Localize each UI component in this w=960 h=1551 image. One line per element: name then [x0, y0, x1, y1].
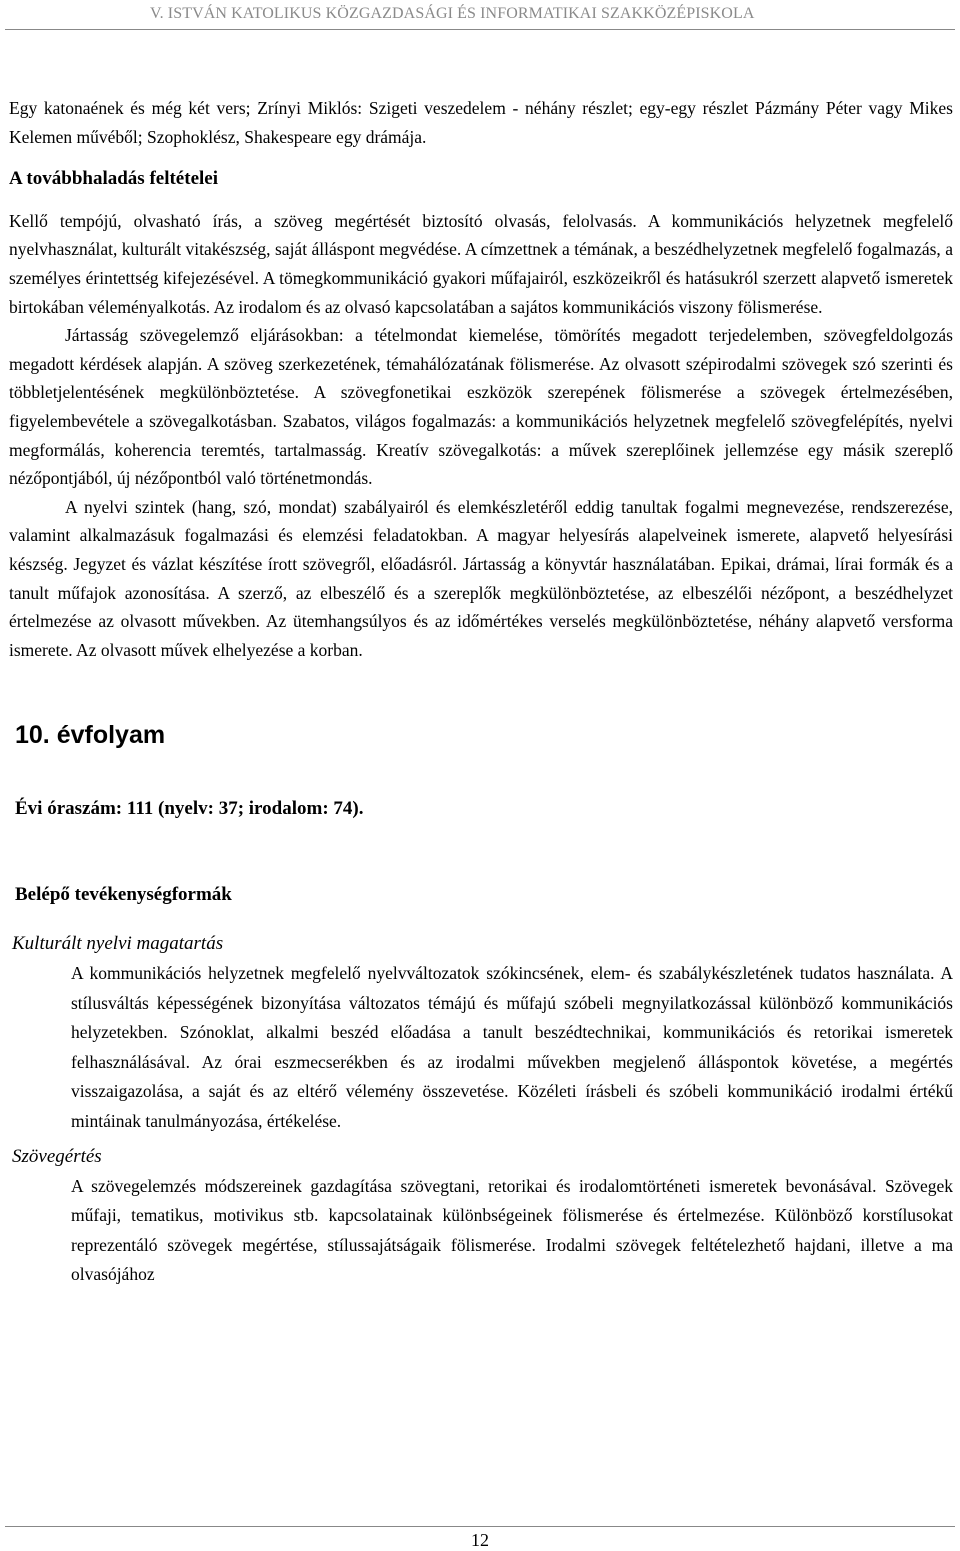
advancement-paragraph-3: A nyelvi szintek (hang, szó, mondat) szabályairól és elemkészletéről eddig tanultak fogalmi megnevezése, rendszerezése, valamint alkalmazásuk fogalmazási és elemzési feladatokban. A magyar helyesírás alapelveinek ismerete, alapvető helyesírási készség. Jegyzet és vázlat készítése írott szövegről, előadásról. Jártasság a könyvtár használatában. Epikai, drámai, lírai formák és a tanult műfajok azonosítása. A szerző, az elbeszélő és a szereplők megkülönböztetése, az elbeszélői nézőpont, a beszédhelyzet értelmezése az olvasott művekben. Az ütemhangsúlyos és az időmértékes verselés megkülönböztetése, néhány alapvető versforma ismerete. Az olvasott művek elhelyezése a korban. — [9, 496, 953, 660]
advancement-paragraph-1: Kellő tempójú, olvasható írás, a szöveg megértését biztosító olvasás, felolvasás. A kommunikációs helyzetnek megfelelő nyelvhasználat, kulturált vitakészség, saját álláspont megvédése. A címzettnek a témának, a beszédhelyzetnek megfelelő fogalmazás, a személyes érintettség kifejezésével. A tömegkommunikáció gyakori műfajairól, eszközeikről és hatásukról szerzett alapvető ismeretek birtokában véleményalkotás. Az irodalom és az olvasó kapcsolatában a sajátos kommunikációs viszony fölismerése. — [9, 210, 953, 317]
intro-paragraph: Egy katonaének és még két vers; Zrínyi Miklós: Szigeti veszedelem - néhány részlet; egy-egy részlet Pázmány Péter vagy Mikes Kelemen művéből; Szophoklész, Shakespeare egy drámája. — [9, 98, 953, 147]
footer-divider — [5, 1526, 955, 1527]
grade-title: 10. évfolyam — [15, 721, 166, 750]
advancement-title: A továbbhaladás feltételei — [9, 168, 218, 190]
school-name: V. ISTVÁN KATOLIKUS KÖZGAZDASÁGI ÉS INFORMATIKAI SZAKKÖZÉPISKOLA — [150, 5, 755, 22]
section-text-cultured-language: A kommunikációs helyzetnek megfelelő nyelvváltozatok szókincsének, elem- és szabálykészletének tudatos használata. A stílusváltás képességének bizonyítása változatos témájú és műfajú szóbeli megnyilatkozással különböző kommunikációs helyzetekben. Szónoklat, alkalmi beszéd előadása a tanult beszédtechnikai, kommunikációs és retorikai ismeretek felhasználásával. Az órai eszmecserékben és az irodalmi művekben megjelenő álláspontok követése, a megértés visszaigazolása, a saját és az eltérő vélemény összevetése. Közéleti írásbeli és szóbeli kommunikáció irodalmi értékű mintáinak tanulmányozása, értékelése. — [71, 963, 953, 1131]
page-header — [0, 0, 960, 30]
section-title-cultured-language: Kulturált nyelvi magatartás — [12, 933, 224, 955]
entry-activities-title: Belépő tevékenységformák — [15, 883, 232, 905]
section-text-text-comprehension: A szövegelemzés módszereinek gazdagítása szövegtani, retorikai és irodalomtörténeti ismeretek bevonásával. Szövegek műfaji, tematikus, motivikus stb. kapcsolatainak különbségeinek fölismerése és értelmezése. Különböző korstílusokat reprezentáló szövegek megértése, stílussajátságaik fölismerése. Irodalmi szövegek feltételezhető hajdani, illetve a ma olvasójához — [71, 1175, 953, 1285]
section-title-text-comprehension: Szövegértés — [12, 1145, 102, 1167]
header-divider — [5, 29, 955, 30]
annual-hours: Évi óraszám: 111 (nyelv: 37; irodalom: 74). — [15, 798, 364, 820]
document-body — [9, 94, 953, 1290]
page-number: 12 — [471, 1530, 489, 1550]
advancement-paragraph-2: Jártasság szövegelemző eljárásokban: a tételmondat kiemelése, tömörítés megadott terjedelemben, szövegfeldolgozás megadott kérdések alapján. A szöveg szerkezetének, témahálózatának fölismerése. Az olvasott szépirodalmi szövegek szó szerinti és többletjelentésének megkülönböztetése. A szövegfonetikai eszközök szerepének fölismerése a szövegek értelmezésében, figyelembevétele a szövegalkotásban. Szabatos, világos fogalmazás: a kommunikációs helyzetnek megfelelő szövegfelépítés, nyelvi megformálás, koherencia teremtés, tartalmasság. Kreatív szövegalkotás: a művek szereplőinek jellemzése egy másik szereplő nézőpontjából, új nézőpontból való történetmondás. — [9, 325, 953, 489]
